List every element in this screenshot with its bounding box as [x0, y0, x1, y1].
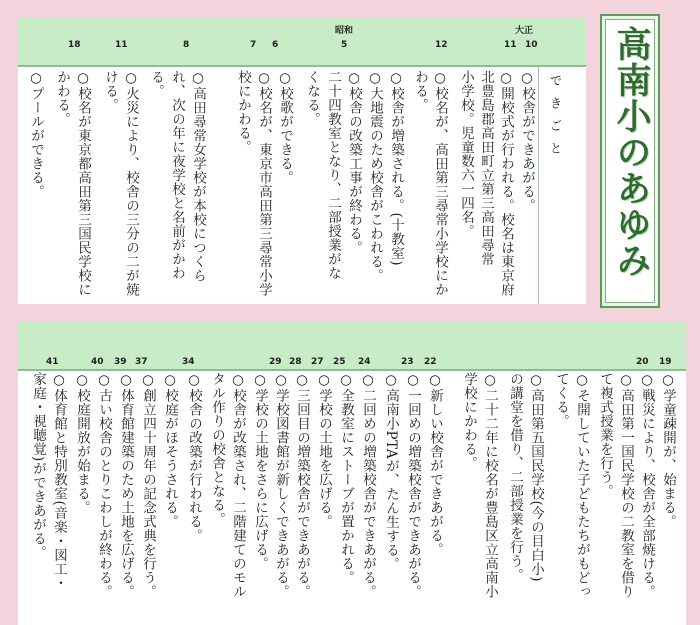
year-label: 25: [333, 357, 346, 367]
event-line: て複式授業を行う。: [597, 372, 613, 498]
events-header: できごと: [548, 74, 563, 164]
event-line: ○校舎ができあがる。: [519, 70, 535, 213]
timeline-panel-bottom: [18, 322, 686, 625]
era-label-showa: 昭和: [335, 26, 354, 36]
event-line: ○校舎が増築される。(十教室): [388, 70, 404, 267]
year-label: 12: [435, 40, 448, 50]
event-line: ○校庭開放が始まる。: [74, 372, 90, 515]
event-line: ○校歌ができる。: [277, 70, 293, 185]
year-label: 19: [659, 357, 672, 367]
year-label: 27: [311, 357, 324, 367]
event-line: ○一回めの増築校舎ができあがる。: [405, 372, 421, 599]
era-label-taisho: 大正: [515, 26, 534, 36]
year-label: 34: [182, 357, 195, 367]
event-line: ○高田第五国民学校(今の目白小): [528, 372, 544, 583]
year-label: 24: [358, 357, 371, 367]
event-line: ○古い校舎のとりこわしが終わる。: [96, 372, 112, 599]
year-label: 10: [525, 40, 538, 50]
year-label: 40: [91, 357, 104, 367]
event-line: ○高田尋常女学校が本校につくら: [190, 70, 206, 283]
event-line: ○高南小PTAが、たん生する。: [383, 372, 399, 572]
event-line: 学校にかわる。: [461, 372, 477, 470]
event-line: ○校名が、東京市高田第三尋常小学: [256, 70, 272, 297]
year-label: 28: [289, 357, 302, 367]
year-label: 23: [401, 357, 414, 367]
year-label: 22: [424, 357, 437, 367]
year-label: 5: [341, 40, 348, 50]
page-title: 高南小のあゆみ: [611, 26, 652, 278]
event-line: ○学童疎開が、始まる。: [660, 372, 676, 529]
event-line: ○そ開していた子どもたちがもどっ: [574, 372, 590, 599]
event-line: くなる。: [304, 70, 320, 126]
event-line: の講堂を借り、二部授業を行う。: [507, 372, 523, 582]
event-line: ○校名が東京都高田第三国民学校に: [75, 70, 91, 297]
event-line: ○全教室にストーブが置かれる。: [338, 372, 354, 585]
year-label: 29: [269, 357, 282, 367]
year-label: 11: [504, 40, 517, 50]
event-line: ○校庭がほそうされる。: [162, 372, 178, 529]
column-divider: [538, 66, 539, 304]
year-band-top: [18, 18, 586, 67]
event-line: ○開校式が行われる。校名は東京府: [498, 70, 514, 297]
year-label: 7: [250, 40, 257, 50]
year-label: 20: [636, 357, 649, 367]
event-line: 北豊島郡高田町立第三高田尋常: [478, 70, 494, 266]
event-line: ○校名が、高田第三尋常小学校にか: [432, 70, 448, 297]
event-line: 小学校。児童数六一四名。: [458, 70, 474, 238]
event-line: ○学校の土地をさらに広げる。: [252, 372, 268, 571]
event-line: ける。: [102, 70, 118, 112]
year-label: 37: [135, 357, 148, 367]
event-line: ○体育館建築のため土地を広げる。: [118, 372, 134, 599]
event-line: タル作りの校舎となる。: [209, 372, 225, 526]
year-label: 6: [272, 40, 279, 50]
event-line: ○高田第一国民学校の二教室を借り: [618, 372, 634, 599]
event-line: ○校舎が改築され、二階建てのモル: [230, 372, 246, 599]
event-line: ○火災により、校舎の三分の二が焼: [123, 70, 139, 297]
year-label: 18: [68, 40, 81, 50]
event-line: ○二十二年に校名が豊島区立高南小: [482, 372, 498, 599]
event-line: ○三回目の増築校舎ができあがる。: [294, 372, 310, 599]
event-line: ○プールができる。: [28, 70, 44, 199]
event-line: ○創立四十周年の記念式典を行う。: [140, 372, 156, 599]
event-line: ○新しい校舎ができあがる。: [427, 372, 443, 557]
event-line: ○体育館と特別教室(音楽・図工・: [51, 372, 67, 591]
year-label: 41: [46, 357, 59, 367]
event-line: かわる。: [54, 70, 70, 126]
event-line: わる。: [412, 70, 428, 112]
event-line: れ、次の年に夜学校と名前がかわ: [169, 70, 185, 280]
event-line: ○大地震のため校舎がこわれる。: [367, 70, 383, 283]
event-line: てくる。: [553, 372, 569, 428]
event-line: ○戦災により、校舎が全部焼ける。: [639, 372, 655, 599]
year-label: 11: [115, 40, 128, 50]
event-line: ○校舎の改築が行われる。: [186, 372, 202, 543]
event-line: 家庭・視聴覚)ができあがる。: [30, 372, 46, 560]
title-box: [600, 14, 660, 308]
event-line: 校にかわる。: [235, 70, 251, 154]
event-line: ○校舎の改築工事が終わる。: [346, 70, 362, 255]
year-label: 8: [183, 40, 190, 50]
event-line: 二十四教室となり、二部授業がな: [325, 70, 341, 280]
event-line: ○二回めの増築校舎ができあがる。: [360, 372, 376, 599]
event-line: る。: [148, 70, 164, 98]
event-line: ○学校図書館が新しくできあがる。: [273, 372, 289, 599]
event-line: ○学校の土地を広げる。: [316, 372, 332, 529]
year-label: 39: [114, 357, 127, 367]
timeline-panel-top: [18, 18, 586, 304]
